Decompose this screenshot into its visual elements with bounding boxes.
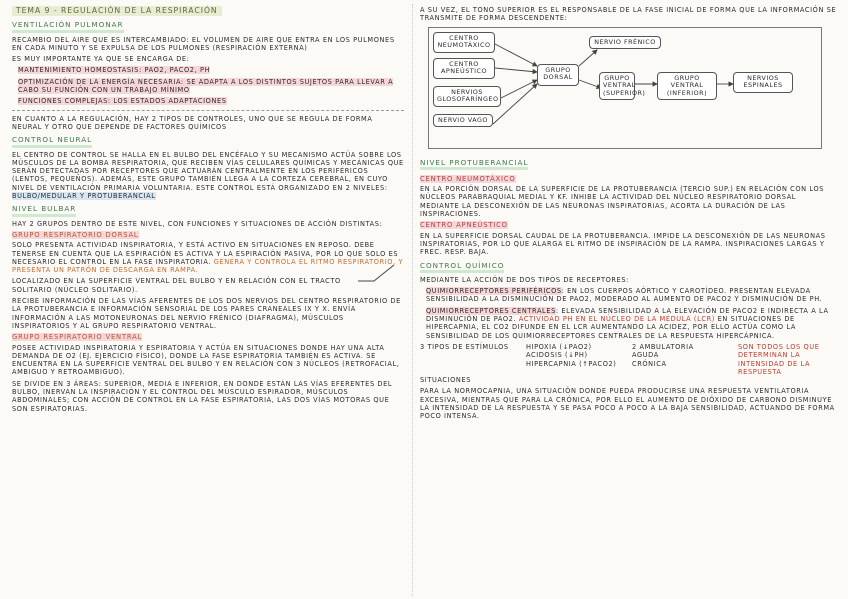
grv-p1: POSEE ACTIVIDAD INSPIRATORIA Y ESPIRATORIA Y ACTÚA EN SITUACIONES DONDE HAY UNA ALTA DEMANDA DE O2 (EJ. EJERCICIO FÍSICO), DONDE LA FASE ESPIRATORIA TAMBIÉN ES ACTIVA. SE ENCUENTRA EN LA SUPERFICIE VENTRAL DEL BULBO Y EN RELACIÓN CON 3 NÚCLEOS (RETROFACIAL, AMBIGUO Y RETROAMBIGUO). bbox=[12, 343, 400, 377]
right-column bbox=[420, 6, 838, 424]
heading-control-quimico: CONTROL QUÍMICO bbox=[420, 262, 504, 273]
box-grupo-ventral-superior: GRUPO VENTRAL (SUPERIOR) bbox=[599, 72, 635, 101]
box-centro-neumotaxico: CENTRO NEUMOTÁXICO bbox=[433, 32, 495, 53]
box-nervios-glosofaringeo: NERVIOS GLOSOFARÍNGEO bbox=[433, 86, 501, 107]
column-divider bbox=[412, 4, 413, 596]
nivel-bulbar-p: HAY 2 GRUPOS DENTRO DE ESTE NIVEL, CON FUNCIONES Y SITUACIONES DE ACCIÓN DISTINTAS: bbox=[12, 219, 383, 228]
bullet-centrales-highlight: ACTIVIDAD PH EN EL NÚCLEO DE LA MÉDULA (LCR) bbox=[518, 315, 715, 324]
grd-p1-highlight: GENERA Y CONTROLA EL RITMO RESPIRATORIO, Y PRESENTA UN PATRÓN DE DESCARGA EN RAMPA. bbox=[12, 257, 404, 275]
bullet-homeostasis: MANTENIMIENTO HOMEOSTASIS: PAO2, PACO2, PH bbox=[18, 66, 211, 75]
bullet-optimizacion: OPTIMIZACIÓN DE LA ENERGÍA NECESARIA: SE ADAPTA A LOS DISTINTOS SUJETOS PARA LLEVAR A CABO SU FUNCIÓN CON UN TRABAJO MÍNIMO bbox=[18, 77, 394, 95]
heading-grupo-ventral: GRUPO RESPIRATORIO VENTRAL bbox=[12, 333, 143, 342]
ventilacion-p3: EN CUANTO A LA REGULACIÓN, HAY 2 TIPOS DE CONTROLES, UNO QUE SE REGULA DE FORMA NEURAL Y OTRO QUE DEPENDE DE FACTORES QUÍMICOS bbox=[12, 114, 373, 131]
heading-centro-apneustico: CENTRO APNEÚSTICO bbox=[420, 221, 508, 230]
right-intro: A SU VEZ, EL TONO SUPERIOR ES EL RESPONSABLE DE LA FASE INICIAL DE FORMA QUE LA INFORMACIÓN SE TRANSMITE DE FORMA DESCENDENTE: bbox=[420, 6, 837, 23]
estimulos-label: 3 TIPOS DE ESTÍMULOS bbox=[420, 342, 509, 351]
neural-p1-highlight: BULBO/MEDULAR Y PROTUBERANCIAL bbox=[12, 192, 156, 201]
regulation-diagram bbox=[428, 27, 822, 149]
bullet-funciones: FUNCIONES COMPLEJAS: LOS ESTADOS ADAPTACIONES bbox=[18, 97, 227, 106]
bullet-centrales-end: EN SITUACIONES DE HIPERCAPNIA, EL CO2 DIFUNDE EN EL LCR AUMENTANDO LA ACIDEZ, POR ELLO ACTÚA COMO LA SENSIBILIDAD DE LOS QUIMIORRECEPTORES CENTRALES DE LA RESPUESTA HIPERCÁPNICA. bbox=[426, 315, 796, 340]
estimulo-hipercapnia: HIPERCAPNIA (↑PACO2) bbox=[526, 359, 617, 368]
quimico-intro: MEDIANTE LA ACCIÓN DE DOS TIPOS DE RECEPTORES: bbox=[420, 275, 629, 284]
heading-nivel-bulbar: NIVEL BULBAR bbox=[12, 205, 76, 216]
bullet-perifericos-text: : EN LOS CUERPOS AÓRTICO Y CAROTÍDEO. PRESENTAN ELEVADA SENSIBILIDAD A LA DISMINUCIÓN DE PAO2, MODERADO AL AUMENTO DE PACO2 Y DISMINUCIÓN DE PH. bbox=[426, 287, 823, 304]
ventilacion-p2: ES MUY IMPORTANTE YA QUE SE ENCARGA DE: bbox=[12, 55, 190, 64]
box-grupo-dorsal: GRUPO DORSAL bbox=[537, 64, 579, 86]
bullet-perifericos-head: QUIMIORRECEPTORES PERIFÉRICOS bbox=[426, 287, 562, 296]
box-nervios-espinales: NERVIOS ESPINALES bbox=[733, 72, 793, 93]
respuesta-cronica: CRÓNICA bbox=[632, 359, 667, 368]
ramp-sketch-icon bbox=[356, 263, 396, 283]
grd-p3: RECIBE INFORMACIÓN DE LAS VÍAS AFERENTES DE LOS DOS NERVIOS DEL CENTRO RESPIRATORIO DE LA PROTUBERANCIA E INFORMACIÓN SENSORIAL DE LOS PARES CRANEALES IX Y X. ENVÍA INFORMACIÓN A LAS MOTONEURONAS DEL NERVIO FRÉNICO (DIAFRAGMA), MÚSCULOS INSPIRATORIOS Y AL GRUPO RESPIRATORIO VENTRAL. bbox=[12, 297, 401, 330]
bullet-centrales-text: : ELEVADA SENSIBILIDAD A LA ELEVACIÓN DE PACO2 E INDIRECTA A LA DISMINUCIÓN DE PAO2. bbox=[426, 306, 829, 324]
estimulos-block bbox=[420, 343, 838, 376]
final-paragraph: PARA LA NORMOCAPNIA, UNA SITUACIÓN DONDE PUEDA PRODUCIRSE UNA RESPUESTA VENTILATORIA EXCESIVA, MIENTRAS QUE PARA LA CRÓNICA, POR ELLO EL AUMENTO DE DIÓXIDO DE CARBONO DISMINUYE LA INTENSIDAD DE LA RESPUESTA Y SE PASA POCO A POCO A LA BAJA SENSIBILIDAD, ACTUANDO DE FORMA POCO INTENSA. bbox=[420, 387, 835, 421]
respuesta-ambulatoria: 2 AMBULATORIA bbox=[632, 342, 694, 351]
box-centro-apneustico: CENTRO APNEÚSTICO bbox=[433, 58, 495, 79]
heading-centro-neumotaxico: CENTRO NEUMOTÁXICO bbox=[420, 174, 516, 183]
heading-grupo-dorsal: GRUPO RESPIRATORIO DORSAL bbox=[12, 230, 139, 239]
situaciones-label: SITUACIONES bbox=[420, 376, 472, 385]
heading-nivel-protuberancial: NIVEL PROTUBERANCIAL bbox=[420, 159, 528, 170]
dashed-separator bbox=[12, 110, 404, 111]
grd-p2: LOCALIZADO EN LA SUPERFICIE VENTRAL DEL BULBO Y EN RELACIÓN CON EL TRACTO SOLITARIO (NÚCLEO SOLITARIO). bbox=[12, 277, 341, 294]
estimulo-acidosis: ACIDOSIS (↓PH) bbox=[526, 351, 588, 360]
neural-p1: EL CENTRO DE CONTROL SE HALLA EN EL BULBO DEL ENCÉFALO Y SU MECANISMO ACTÚA SOBRE LOS MÚSCULOS DE LA BOMBA RESPIRATORIA, QUE RECIBEN VÍAS CELULARES QUÍMICAS Y MECÁNICAS QUE SERÁN DETECTADAS POR RECEPTORES QUE ACTUARÁN CENTRALMENTE EN LOS PERIFÉRICOS (LENTOS, PEQUEÑOS). ADEMÁS, ESTE GRUPO TAMBIÉN LLEGA A LA CORTEZA CEREBRAL, EN CUYO NIVEL DE VENTILACIÓN PRIMARIA VOLUNTARIA. bbox=[12, 150, 404, 192]
ventilacion-p1: RECAMBIO DEL AIRE QUE ES INTERCAMBIADO: EL VOLUMEN DE AIRE QUE ENTRA EN LOS PULMONES EN CADA MINUTO Y SE EXPULSA DE LOS PULMONES (RESPIRACIÓN EXTERNA) bbox=[12, 35, 395, 52]
page-title: TEMA 9 - REGULACIÓN DE LA RESPIRACIÓN bbox=[12, 6, 222, 16]
box-nervio-vago: NERVIO VAGO bbox=[433, 114, 493, 128]
left-column bbox=[12, 6, 404, 416]
estimulo-hipoxia: HIPOXIA (↓PAO2) bbox=[526, 342, 592, 351]
heading-ventilacion: VENTILACIÓN PULMONAR bbox=[12, 21, 124, 32]
heading-control-neural: CONTROL NEURAL bbox=[12, 136, 92, 147]
respuesta-note: SON TODOS LOS QUE DETERMINAN LA INTENSIDAD DE LA RESPUESTA bbox=[738, 342, 820, 376]
apneustico-p: EN LA SUPERFICIE DORSAL CAUDAL DE LA PROTUBERANCIA. IMPIDE LA DESCONEXIÓN DE LAS NEURONAS INSPIRATORIAS, POR LO QUE ALARGA EL RITMO DE INSPIRACIÓN DE LA RAMPA. INSPIRACIONES LARGAS Y FREC. RESP. BAJA. bbox=[420, 231, 826, 257]
respuesta-aguda: AGUDA bbox=[632, 351, 659, 360]
neural-p1-end: ESTE CONTROL ESTÁ ORGANIZADO EN 2 NIVELES: bbox=[196, 183, 388, 192]
neumotaxico-p: EN LA PORCIÓN DORSAL DE LA SUPERFICIE DE LA PROTUBERANCIA (TERCIO SUP.) EN RELACIÓN CON LOS NÚCLEOS PARABRAQUIAL MEDIAL Y KF. INHIBE LA ACTIVIDAD DEL NÚCLEO RESPIRATORIO DORSAL MEDIANTE LA DESCONEXIÓN DE LAS NEURONAS INSPIRATORIAS, ACORTA LA DURACIÓN DE LAS INSPIRACIONES. bbox=[420, 185, 825, 219]
box-nervio-frenico: NERVIO FRÉNICO bbox=[589, 36, 661, 50]
bullet-centrales-head: QUIMIORRECEPTORES CENTRALES bbox=[426, 306, 556, 315]
grd-p1: SOLO PRESENTA ACTIVIDAD INSPIRATORIA, Y ESTÁ ACTIVO EN SITUACIONES EN REPOSO. DEBE TENERSE EN CUENTA QUE LA ESPIRACIÓN ES ACTIVA Y LA ESPIRACIÓN PASIVA, POR LO QUE SOLO ES NECESARIO EL CONTROL EN LA FASE INSPIRATORIA. bbox=[12, 241, 399, 266]
box-grupo-ventral-inferior: GRUPO VENTRAL (INFERIOR) bbox=[657, 72, 717, 101]
grv-p2: SE DIVIDE EN 3 ÁREAS: SUPERIOR, MEDIA E INFERIOR, EN DONDE ESTÁN LAS VÍAS EFERENTES DEL BULBO, INERVAN LA INSPIRACIÓN Y EL CONTROL DEL MÚSCULO ESPIRADOR, MÚSCULOS ABDOMINALES; CON ACCIÓN DE CONTROL EN LA FASE ESPIRATORIA, LAS DOS VÍAS MOTORAS QUE SON ESPIRATORIAS. bbox=[12, 379, 393, 413]
